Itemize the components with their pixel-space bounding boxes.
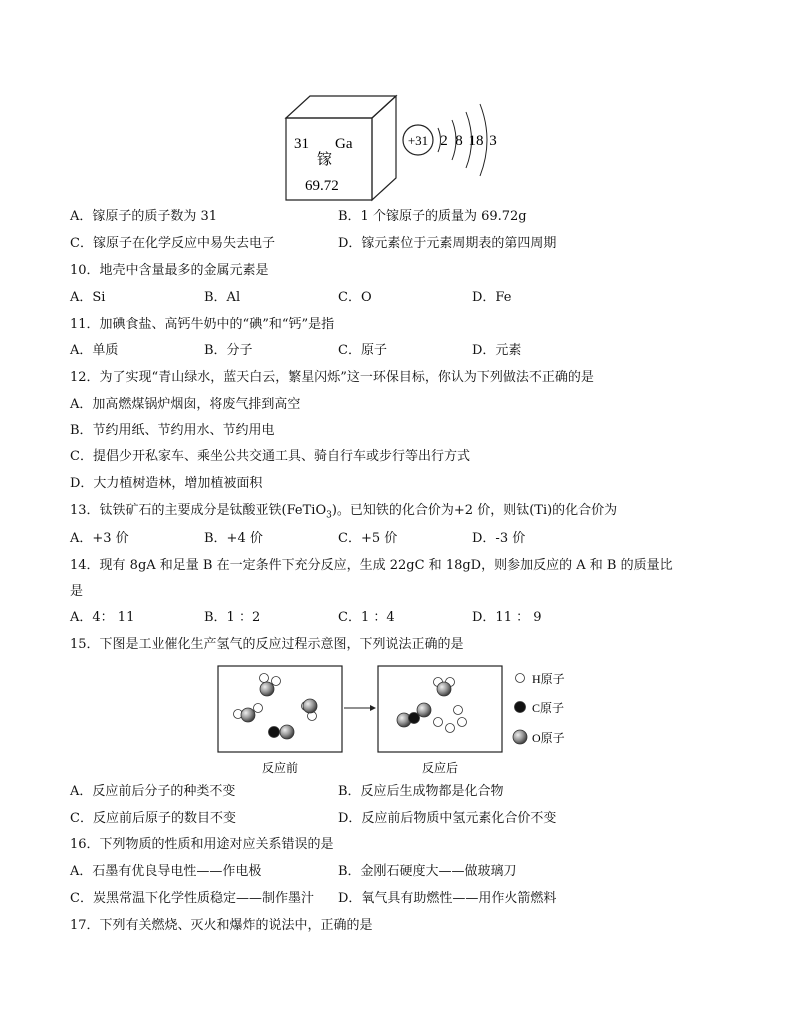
q15-option-b: B．反应后生成物都是化合物 [338, 784, 504, 799]
shell-electrons-3: 18 [468, 133, 484, 149]
shell-electrons-4: 3 [489, 133, 497, 149]
atomic-number: 31 [294, 136, 309, 152]
o-atom [417, 703, 431, 717]
q12-option-c: C．提倡少开私家车、乘坐公共交通工具、骑自行车或步行等出行方式 [70, 449, 470, 464]
caption-after: 反应后 [421, 761, 459, 775]
q16-option-a: A．石墨有优良导电性——作电极 [70, 864, 262, 879]
q16-option-b: B．金刚石硬度大——做玻璃刀 [338, 864, 517, 879]
q14-option-a: A．4： 11 [70, 610, 135, 625]
q15-option-d: D．反应前后物质中氢元素化合价不变 [338, 811, 557, 826]
q12-stem: 12．为了实现“青山绿水，蓝天白云，繁星闪烁”这一环保目标，你认为下列做法不正确的是 [70, 370, 594, 385]
nucleus-charge: +31 [407, 133, 429, 148]
q14-option-b: B．1 ：2 [204, 610, 261, 625]
q14-stem-line2: 是 [70, 584, 84, 599]
o-atom [303, 699, 317, 713]
q11-option-a: A．单质 [70, 343, 119, 358]
q12-option-a: A．加高燃煤锅炉烟囱，将废气排到高空 [70, 397, 301, 412]
gallium-diagram [280, 90, 510, 206]
q10-option-c: C．O [338, 290, 372, 305]
q13-stem-part1: 13．钛铁矿石的主要成分是钛酸亚铁(FeTiO [70, 503, 327, 518]
q13-stem-subscript: 3 [326, 510, 332, 521]
caption-before: 反应前 [261, 761, 299, 775]
legend-o-label: O原子 [532, 731, 565, 745]
q12-option-b: B．节约用纸、节约用水、节约用电 [70, 423, 275, 438]
o-atom [260, 682, 274, 696]
q14-option-c: C．1 ：4 [338, 610, 395, 625]
q13-option-d: D．-3 价 [472, 531, 526, 546]
o-atom [241, 708, 255, 722]
c-atom [269, 727, 280, 738]
q11-stem: 11．加碘食盐、高钙牛奶中的“碘”和“钙”是指 [70, 317, 335, 332]
c-atom [409, 713, 420, 724]
h-atom [458, 718, 467, 727]
q15-option-c: C．反应前后原子的数目不变 [70, 811, 236, 826]
h-atom [434, 718, 443, 727]
reaction-svg [210, 662, 590, 778]
element-tile-top [286, 96, 396, 118]
h-atom [254, 704, 263, 713]
q15-option-a: A．反应前后分子的种类不变 [70, 784, 236, 799]
legend-o-icon [513, 730, 527, 744]
q11-option-d: D．元素 [472, 343, 522, 358]
q16-option-d: D．氧气具有助燃性——用作火箭燃料 [338, 891, 557, 906]
q13-stem-part2: )。已知铁的化合价为+2 价，则钛(Ti)的化合价为 [331, 503, 618, 518]
atomic-mass: 69.72 [305, 178, 339, 194]
legend-h-label: H原子 [532, 672, 565, 686]
element-name: 镓 [317, 152, 333, 168]
q12-option-d: D．大力植树造林，增加植被面积 [70, 476, 263, 491]
reaction-arrow-head [370, 705, 376, 711]
element-symbol: Ga [335, 136, 353, 152]
o-atom [437, 682, 451, 696]
q9-option-d: D．镓元素位于元素周期表的第四周期 [338, 236, 557, 251]
h-atom [272, 677, 281, 686]
q13-option-a: A．+3 价 [70, 531, 129, 546]
q17-stem: 17．下列有关燃烧、灭火和爆炸的说法中，正确的是 [70, 918, 373, 933]
q16-option-c: C．炭黑常温下化学性质稳定——制作墨汁 [70, 891, 314, 906]
h-atom [260, 674, 269, 683]
q10-option-b: B．Al [204, 290, 241, 305]
q13-option-c: C．+5 价 [338, 531, 398, 546]
q14-stem-line1: 14．现有 8gA 和足量 B 在一定条件下充分反应，生成 22gC 和 18gD，则参加反应的 A 和 B 的质量比 [70, 558, 673, 573]
shell-electrons-1: 2 [440, 133, 448, 149]
legend-h-icon [516, 674, 525, 683]
q10-stem: 10．地壳中含量最多的金属元素是 [70, 263, 269, 278]
element-tile-side [372, 96, 396, 200]
q10-option-a: A．Si [70, 290, 106, 305]
q10-option-d: D．Fe [472, 290, 512, 305]
o-atom [280, 725, 294, 739]
q11-option-c: C．原子 [338, 343, 387, 358]
h-atom [446, 724, 455, 733]
h-atom [454, 706, 463, 715]
q16-stem: 16．下列物质的性质和用途对应关系错误的是 [70, 837, 334, 852]
q9-option-b: B．1 个镓原子的质量为 69.72g [338, 209, 527, 224]
q13-stem [70, 502, 617, 525]
legend-c-label: C原子 [532, 701, 565, 715]
shell-electrons-2: 8 [455, 133, 463, 149]
q11-option-b: B．分子 [204, 343, 253, 358]
q9-option-c: C．镓原子在化学反应中易失去电子 [70, 236, 275, 251]
q14-option-d: D．11 ： 9 [472, 610, 542, 625]
q15-stem: 15．下图是工业催化生产氢气的反应过程示意图，下列说法正确的是 [70, 637, 464, 652]
legend-c-icon [515, 702, 526, 713]
q9-option-a: A．镓原子的质子数为 31 [70, 209, 218, 224]
gallium-figure [280, 90, 510, 206]
reaction-diagram [210, 662, 590, 778]
q13-option-b: B．+4 价 [204, 531, 263, 546]
